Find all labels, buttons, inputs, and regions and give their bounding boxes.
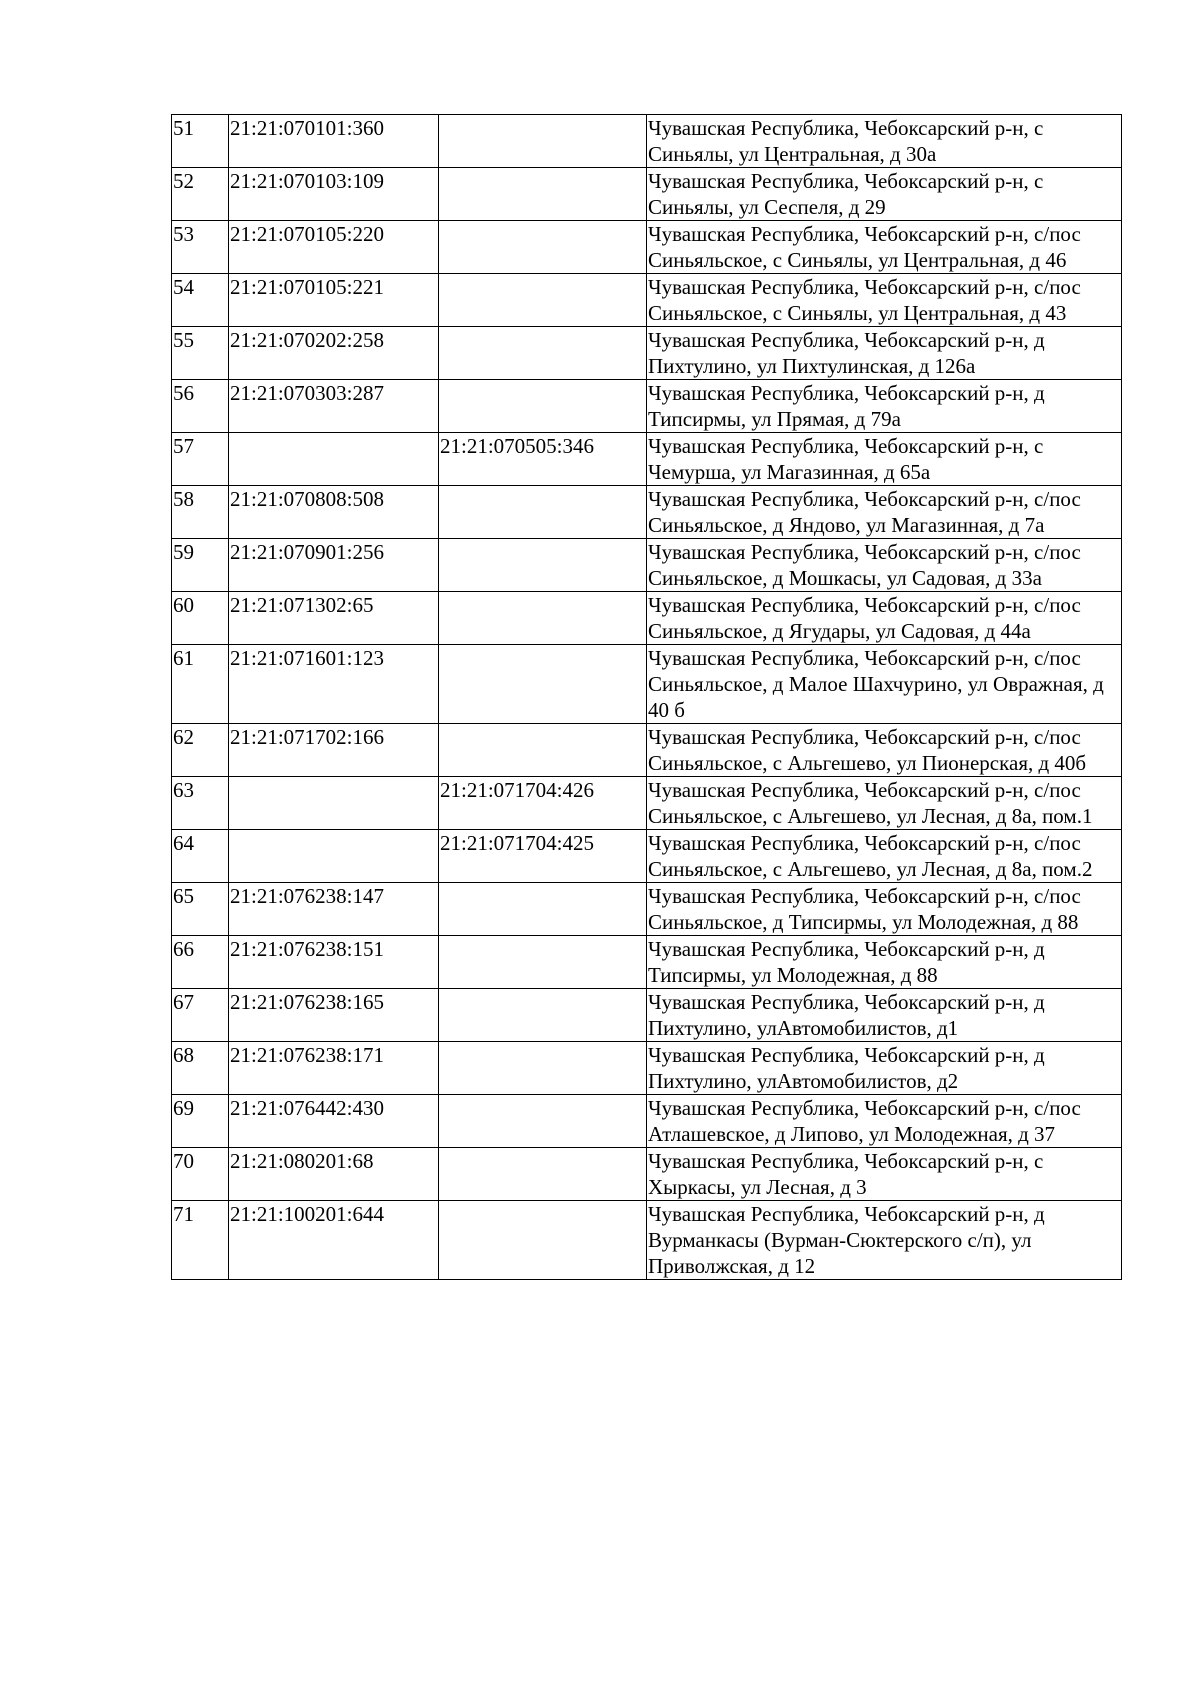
table-row [172,380,1122,433]
row-number-cell: 69 [172,1095,229,1148]
secondary-cadastral-number-cell [439,539,647,592]
property-register-table [171,114,1122,1280]
address-cell: Чувашская Республика, Чебоксарский р-н, с/пос Синьяльское, д Яндово, ул Магазинная, д 7а [647,486,1122,539]
cadastral-number-cell: 21:21:070303:287 [229,380,439,433]
row-number-cell: 52 [172,168,229,221]
row-number-cell: 54 [172,274,229,327]
cadastral-number-cell: 21:21:070105:220 [229,221,439,274]
cadastral-number-cell: 21:21:071601:123 [229,645,439,724]
cadastral-number-cell: 21:21:080201:68 [229,1148,439,1201]
table-row [172,724,1122,777]
cadastral-number-cell: 21:21:071302:65 [229,592,439,645]
address-cell: Чувашская Республика, Чебоксарский р-н, д Типсирмы, ул Молодежная, д 88 [647,936,1122,989]
secondary-cadastral-number-cell [439,274,647,327]
cadastral-number-cell: 21:21:071702:166 [229,724,439,777]
cadastral-number-cell: 21:21:076238:171 [229,1042,439,1095]
table-row [172,777,1122,830]
table-row [172,433,1122,486]
secondary-cadastral-number-cell [439,1201,647,1280]
table-row [172,486,1122,539]
secondary-cadastral-number-cell [439,936,647,989]
cadastral-number-cell: 21:21:070105:221 [229,274,439,327]
secondary-cadastral-number-cell [439,1148,647,1201]
row-number-cell: 59 [172,539,229,592]
row-number-cell: 64 [172,830,229,883]
table-row [172,539,1122,592]
cadastral-number-cell: 21:21:070103:109 [229,168,439,221]
address-cell: Чувашская Республика, Чебоксарский р-н, с Синьялы, ул Сеспеля, д 29 [647,168,1122,221]
secondary-cadastral-number-cell [439,115,647,168]
table-row [172,883,1122,936]
cadastral-number-cell: 21:21:076238:165 [229,989,439,1042]
table-row [172,830,1122,883]
address-cell: Чувашская Республика, Чебоксарский р-н, д Пихтулино, ул Пихтулинская, д 126а [647,327,1122,380]
secondary-cadastral-number-cell [439,883,647,936]
table-row [172,1201,1122,1280]
secondary-cadastral-number-cell [439,168,647,221]
secondary-cadastral-number-cell [439,724,647,777]
cadastral-number-cell: 21:21:076238:151 [229,936,439,989]
row-number-cell: 57 [172,433,229,486]
secondary-cadastral-number-cell [439,1095,647,1148]
secondary-cadastral-number-cell: 21:21:071704:426 [439,777,647,830]
table-row [172,645,1122,724]
address-cell: Чувашская Республика, Чебоксарский р-н, д Типсирмы, ул Прямая, д 79а [647,380,1122,433]
secondary-cadastral-number-cell [439,380,647,433]
secondary-cadastral-number-cell [439,1042,647,1095]
address-cell: Чувашская Республика, Чебоксарский р-н, д Пихтулино, улАвтомобилистов, д2 [647,1042,1122,1095]
address-cell: Чувашская Республика, Чебоксарский р-н, с/пос Атлашевское, д Липово, ул Молодежная, д 37 [647,1095,1122,1148]
cadastral-number-cell: 21:21:070808:508 [229,486,439,539]
address-cell: Чувашская Республика, Чебоксарский р-н, с/пос Синьяльское, д Мошкасы, ул Садовая, д 33а [647,539,1122,592]
table-body [172,115,1122,1280]
cadastral-number-cell: 21:21:076238:147 [229,883,439,936]
row-number-cell: 53 [172,221,229,274]
cadastral-number-cell: 21:21:070101:360 [229,115,439,168]
address-cell: Чувашская Республика, Чебоксарский р-н, с/пос Синьяльское, с Синьялы, ул Центральная, д 46 [647,221,1122,274]
address-cell: Чувашская Республика, Чебоксарский р-н, с/пос Синьяльское, с Альгешево, ул Лесная, д 8а, пом.2 [647,830,1122,883]
row-number-cell: 70 [172,1148,229,1201]
row-number-cell: 55 [172,327,229,380]
cadastral-number-cell: 21:21:100201:644 [229,1201,439,1280]
cadastral-number-cell [229,777,439,830]
table-row [172,327,1122,380]
row-number-cell: 56 [172,380,229,433]
address-cell: Чувашская Республика, Чебоксарский р-н, с/пос Синьяльское, д Малое Шахчурино, ул Овражная, д 40 б [647,645,1122,724]
secondary-cadastral-number-cell [439,486,647,539]
row-number-cell: 61 [172,645,229,724]
address-cell: Чувашская Республика, Чебоксарский р-н, с Синьялы, ул Центральная, д 30а [647,115,1122,168]
table-row [172,221,1122,274]
cadastral-number-cell: 21:21:076442:430 [229,1095,439,1148]
row-number-cell: 67 [172,989,229,1042]
row-number-cell: 62 [172,724,229,777]
address-cell: Чувашская Республика, Чебоксарский р-н, с/пос Синьяльское, д Ягудары, ул Садовая, д 44а [647,592,1122,645]
secondary-cadastral-number-cell [439,327,647,380]
table-row [172,168,1122,221]
address-cell: Чувашская Республика, Чебоксарский р-н, с/пос Синьяльское, с Альгешево, ул Лесная, д 8а, пом.1 [647,777,1122,830]
address-cell: Чувашская Республика, Чебоксарский р-н, с/пос Синьяльское, д Типсирмы, ул Молодежная, д 88 [647,883,1122,936]
secondary-cadastral-number-cell [439,989,647,1042]
row-number-cell: 58 [172,486,229,539]
cadastral-number-cell: 21:21:070901:256 [229,539,439,592]
secondary-cadastral-number-cell: 21:21:070505:346 [439,433,647,486]
cadastral-number-cell: 21:21:070202:258 [229,327,439,380]
cadastral-number-cell [229,830,439,883]
secondary-cadastral-number-cell [439,221,647,274]
secondary-cadastral-number-cell [439,592,647,645]
row-number-cell: 66 [172,936,229,989]
row-number-cell: 63 [172,777,229,830]
secondary-cadastral-number-cell [439,645,647,724]
row-number-cell: 71 [172,1201,229,1280]
table-row [172,1095,1122,1148]
row-number-cell: 68 [172,1042,229,1095]
table-row [172,115,1122,168]
row-number-cell: 51 [172,115,229,168]
row-number-cell: 60 [172,592,229,645]
address-cell: Чувашская Республика, Чебоксарский р-н, с Хыркасы, ул Лесная, д 3 [647,1148,1122,1201]
address-cell: Чувашская Республика, Чебоксарский р-н, с/пос Синьяльское, с Синьялы, ул Центральная, д 43 [647,274,1122,327]
table-row [172,936,1122,989]
address-cell: Чувашская Республика, Чебоксарский р-н, с Чемурша, ул Магазинная, д 65а [647,433,1122,486]
address-cell: Чувашская Республика, Чебоксарский р-н, д Вурманкасы (Вурман-Сюктерского с/п), ул Приволжская, д 12 [647,1201,1122,1280]
table-row [172,1148,1122,1201]
table-row [172,592,1122,645]
row-number-cell: 65 [172,883,229,936]
secondary-cadastral-number-cell: 21:21:071704:425 [439,830,647,883]
table-row [172,1042,1122,1095]
cadastral-number-cell [229,433,439,486]
address-cell: Чувашская Республика, Чебоксарский р-н, с/пос Синьяльское, с Альгешево, ул Пионерская, д 40б [647,724,1122,777]
table-row [172,274,1122,327]
address-cell: Чувашская Республика, Чебоксарский р-н, д Пихтулино, улАвтомобилистов, д1 [647,989,1122,1042]
table-row [172,989,1122,1042]
